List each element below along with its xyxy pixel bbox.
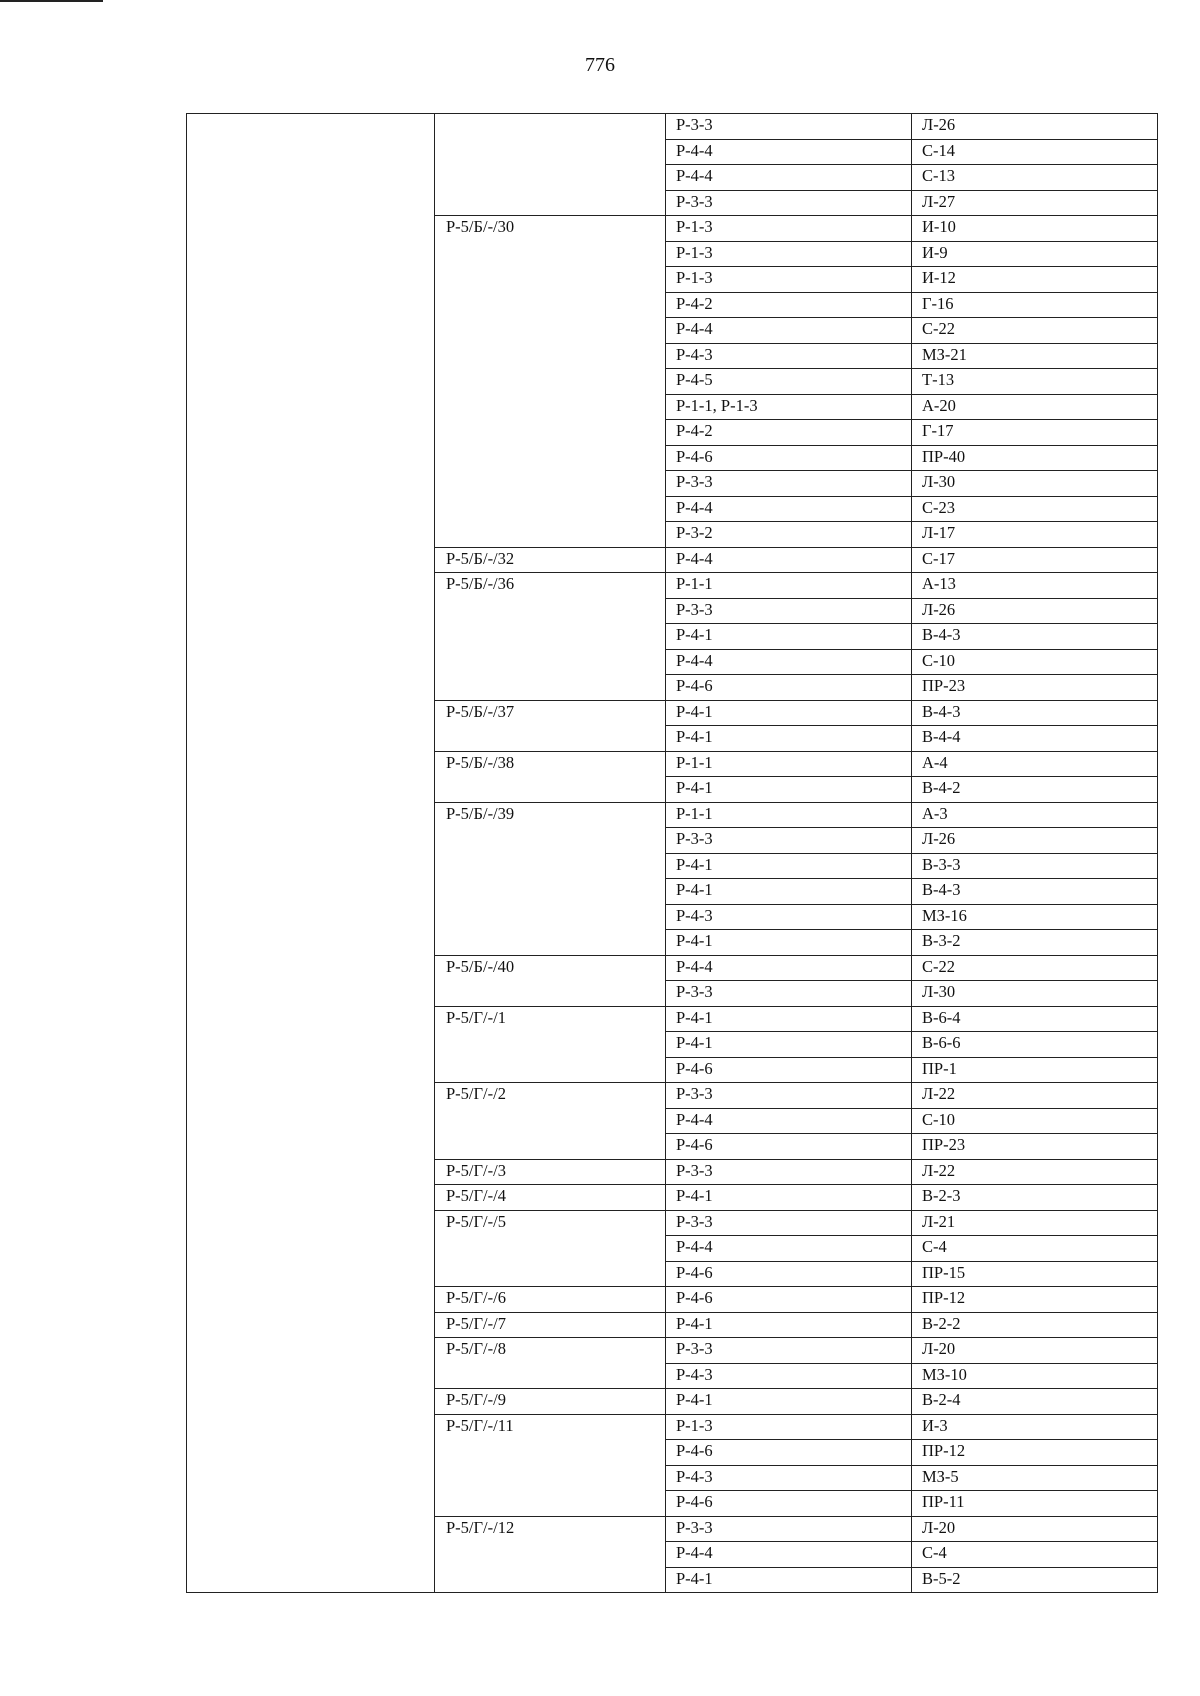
section-code-cell: Р-3-3 bbox=[666, 471, 912, 497]
item-code-cell: С-13 bbox=[912, 165, 1158, 191]
page-number: 776 bbox=[585, 54, 615, 76]
group-code-cell: Р-5/Г/-/7 bbox=[435, 1312, 666, 1338]
group-code-cell: Р-5/Г/-/2 bbox=[435, 1083, 666, 1160]
section-code-cell: Р-1-3 bbox=[666, 216, 912, 242]
section-code-cell: Р-4-4 bbox=[666, 649, 912, 675]
group-code-cell: Р-5/Г/-/12 bbox=[435, 1516, 666, 1593]
item-code-cell: В-3-3 bbox=[912, 853, 1158, 879]
item-code-cell: ПР-1 bbox=[912, 1057, 1158, 1083]
section-code-cell: Р-4-1 bbox=[666, 879, 912, 905]
section-code-cell: Р-4-6 bbox=[666, 675, 912, 701]
group-code-cell: Р-5/Г/-/3 bbox=[435, 1159, 666, 1185]
item-code-cell: Г-16 bbox=[912, 292, 1158, 318]
item-code-cell: ПР-23 bbox=[912, 1134, 1158, 1160]
section-code-cell: Р-4-4 bbox=[666, 165, 912, 191]
item-code-cell: МЗ-16 bbox=[912, 904, 1158, 930]
section-code-cell: Р-1-1 bbox=[666, 802, 912, 828]
section-code-cell: Р-4-6 bbox=[666, 1134, 912, 1160]
section-code-cell: Р-3-3 bbox=[666, 1159, 912, 1185]
item-code-cell: А-13 bbox=[912, 573, 1158, 599]
group-code-cell: Р-5/Б/-/40 bbox=[435, 955, 666, 1006]
item-code-cell: Л-26 bbox=[912, 828, 1158, 854]
item-code-cell: В-2-4 bbox=[912, 1389, 1158, 1415]
group-code-cell: Р-5/Б/-/36 bbox=[435, 573, 666, 701]
item-code-cell: ПР-40 bbox=[912, 445, 1158, 471]
section-code-cell: Р-4-3 bbox=[666, 343, 912, 369]
item-code-cell: С-22 bbox=[912, 955, 1158, 981]
section-code-cell: Р-4-1 bbox=[666, 1567, 912, 1593]
section-code-cell: Р-4-1 bbox=[666, 1389, 912, 1415]
section-code-cell: Р-4-1 bbox=[666, 700, 912, 726]
item-code-cell: С-22 bbox=[912, 318, 1158, 344]
group-code-cell: Р-5/Г/-/8 bbox=[435, 1338, 666, 1389]
item-code-cell: В-6-4 bbox=[912, 1006, 1158, 1032]
section-code-cell: Р-4-6 bbox=[666, 1440, 912, 1466]
section-code-cell: Р-4-2 bbox=[666, 292, 912, 318]
section-code-cell: Р-4-3 bbox=[666, 904, 912, 930]
item-code-cell: В-6-6 bbox=[912, 1032, 1158, 1058]
group-code-cell: Р-5/Г/-/1 bbox=[435, 1006, 666, 1083]
item-code-cell: ПР-23 bbox=[912, 675, 1158, 701]
data-table bbox=[186, 113, 1158, 1593]
group-code-cell: Р-5/Г/-/11 bbox=[435, 1414, 666, 1516]
item-code-cell: А-20 bbox=[912, 394, 1158, 420]
item-code-cell: В-2-2 bbox=[912, 1312, 1158, 1338]
group-code-cell: Р-5/Г/-/5 bbox=[435, 1210, 666, 1287]
section-code-cell: Р-4-4 bbox=[666, 955, 912, 981]
section-code-cell: Р-4-4 bbox=[666, 139, 912, 165]
item-code-cell: Л-17 bbox=[912, 522, 1158, 548]
section-code-cell: Р-3-3 bbox=[666, 114, 912, 140]
section-code-cell: Р-1-1 bbox=[666, 573, 912, 599]
item-code-cell: ПР-11 bbox=[912, 1491, 1158, 1517]
item-code-cell: В-4-3 bbox=[912, 879, 1158, 905]
section-code-cell: Р-4-5 bbox=[666, 369, 912, 395]
group-code-cell: Р-5/Г/-/6 bbox=[435, 1287, 666, 1313]
item-code-cell: МЗ-5 bbox=[912, 1465, 1158, 1491]
section-code-cell: Р-4-6 bbox=[666, 1287, 912, 1313]
item-code-cell: И-9 bbox=[912, 241, 1158, 267]
item-code-cell: Л-27 bbox=[912, 190, 1158, 216]
item-code-cell: В-4-3 bbox=[912, 700, 1158, 726]
item-code-cell: Т-13 bbox=[912, 369, 1158, 395]
section-code-cell: Р-4-3 bbox=[666, 1465, 912, 1491]
section-code-cell: Р-4-4 bbox=[666, 1236, 912, 1262]
section-code-cell: Р-4-4 bbox=[666, 1542, 912, 1568]
table-row bbox=[187, 114, 1158, 140]
item-code-cell: С-23 bbox=[912, 496, 1158, 522]
section-code-cell: Р-3-3 bbox=[666, 1083, 912, 1109]
section-code-cell: Р-4-2 bbox=[666, 420, 912, 446]
item-code-cell: МЗ-21 bbox=[912, 343, 1158, 369]
item-code-cell: С-10 bbox=[912, 1108, 1158, 1134]
group-code-cell: Р-5/Б/-/38 bbox=[435, 751, 666, 802]
item-code-cell: Л-26 bbox=[912, 598, 1158, 624]
group-code-cell bbox=[435, 114, 666, 216]
item-code-cell: С-4 bbox=[912, 1542, 1158, 1568]
section-code-cell: Р-4-4 bbox=[666, 496, 912, 522]
section-code-cell: Р-4-4 bbox=[666, 1108, 912, 1134]
item-code-cell: Л-30 bbox=[912, 981, 1158, 1007]
item-code-cell: Л-26 bbox=[912, 114, 1158, 140]
section-code-cell: Р-4-1 bbox=[666, 1006, 912, 1032]
blank-column-cell bbox=[187, 114, 435, 1593]
section-code-cell: Р-4-4 bbox=[666, 547, 912, 573]
item-code-cell: В-4-2 bbox=[912, 777, 1158, 803]
item-code-cell: А-3 bbox=[912, 802, 1158, 828]
section-code-cell: Р-3-3 bbox=[666, 190, 912, 216]
section-code-cell: Р-4-1 bbox=[666, 1312, 912, 1338]
item-code-cell: И-12 bbox=[912, 267, 1158, 293]
item-code-cell: ПР-12 bbox=[912, 1287, 1158, 1313]
group-code-cell: Р-5/Б/-/30 bbox=[435, 216, 666, 548]
section-code-cell: Р-4-6 bbox=[666, 1491, 912, 1517]
section-code-cell: Р-4-1 bbox=[666, 1032, 912, 1058]
item-code-cell: Л-20 bbox=[912, 1338, 1158, 1364]
group-code-cell: Р-5/Б/-/32 bbox=[435, 547, 666, 573]
section-code-cell: Р-4-1 bbox=[666, 726, 912, 752]
item-code-cell: И-10 bbox=[912, 216, 1158, 242]
section-code-cell: Р-3-3 bbox=[666, 1210, 912, 1236]
section-code-cell: Р-4-4 bbox=[666, 318, 912, 344]
section-code-cell: Р-1-3 bbox=[666, 1414, 912, 1440]
item-code-cell: Л-21 bbox=[912, 1210, 1158, 1236]
item-code-cell: И-3 bbox=[912, 1414, 1158, 1440]
item-code-cell: ПР-15 bbox=[912, 1261, 1158, 1287]
item-code-cell: А-4 bbox=[912, 751, 1158, 777]
section-code-cell: Р-3-3 bbox=[666, 1516, 912, 1542]
section-code-cell: Р-3-3 bbox=[666, 1338, 912, 1364]
section-code-cell: Р-4-1 bbox=[666, 777, 912, 803]
section-code-cell: Р-4-1 bbox=[666, 1185, 912, 1211]
item-code-cell: В-2-3 bbox=[912, 1185, 1158, 1211]
item-code-cell: В-4-3 bbox=[912, 624, 1158, 650]
section-code-cell: Р-3-2 bbox=[666, 522, 912, 548]
item-code-cell: В-4-4 bbox=[912, 726, 1158, 752]
section-code-cell: Р-4-1 bbox=[666, 624, 912, 650]
section-code-cell: Р-1-3 bbox=[666, 241, 912, 267]
section-code-cell: Р-3-3 bbox=[666, 828, 912, 854]
section-code-cell: Р-4-3 bbox=[666, 1363, 912, 1389]
section-code-cell: Р-3-3 bbox=[666, 598, 912, 624]
item-code-cell: ПР-12 bbox=[912, 1440, 1158, 1466]
item-code-cell: С-4 bbox=[912, 1236, 1158, 1262]
section-code-cell: Р-1-1 bbox=[666, 751, 912, 777]
table-body bbox=[187, 114, 1158, 1593]
section-code-cell: Р-4-1 bbox=[666, 853, 912, 879]
section-code-cell: Р-4-1 bbox=[666, 930, 912, 956]
group-code-cell: Р-5/Г/-/4 bbox=[435, 1185, 666, 1211]
item-code-cell: Л-22 bbox=[912, 1159, 1158, 1185]
section-code-cell: Р-1-3 bbox=[666, 267, 912, 293]
corner-line bbox=[0, 0, 103, 2]
item-code-cell: В-5-2 bbox=[912, 1567, 1158, 1593]
group-code-cell: Р-5/Г/-/9 bbox=[435, 1389, 666, 1415]
section-code-cell: Р-4-6 bbox=[666, 1057, 912, 1083]
group-code-cell: Р-5/Б/-/37 bbox=[435, 700, 666, 751]
item-code-cell: Л-20 bbox=[912, 1516, 1158, 1542]
section-code-cell: Р-1-1, Р-1-3 bbox=[666, 394, 912, 420]
group-code-cell: Р-5/Б/-/39 bbox=[435, 802, 666, 955]
section-code-cell: Р-4-6 bbox=[666, 1261, 912, 1287]
item-code-cell: С-10 bbox=[912, 649, 1158, 675]
item-code-cell: В-3-2 bbox=[912, 930, 1158, 956]
section-code-cell: Р-3-3 bbox=[666, 981, 912, 1007]
item-code-cell: МЗ-10 bbox=[912, 1363, 1158, 1389]
item-code-cell: С-14 bbox=[912, 139, 1158, 165]
section-code-cell: Р-4-6 bbox=[666, 445, 912, 471]
item-code-cell: Г-17 bbox=[912, 420, 1158, 446]
item-code-cell: С-17 bbox=[912, 547, 1158, 573]
item-code-cell: Л-22 bbox=[912, 1083, 1158, 1109]
item-code-cell: Л-30 bbox=[912, 471, 1158, 497]
